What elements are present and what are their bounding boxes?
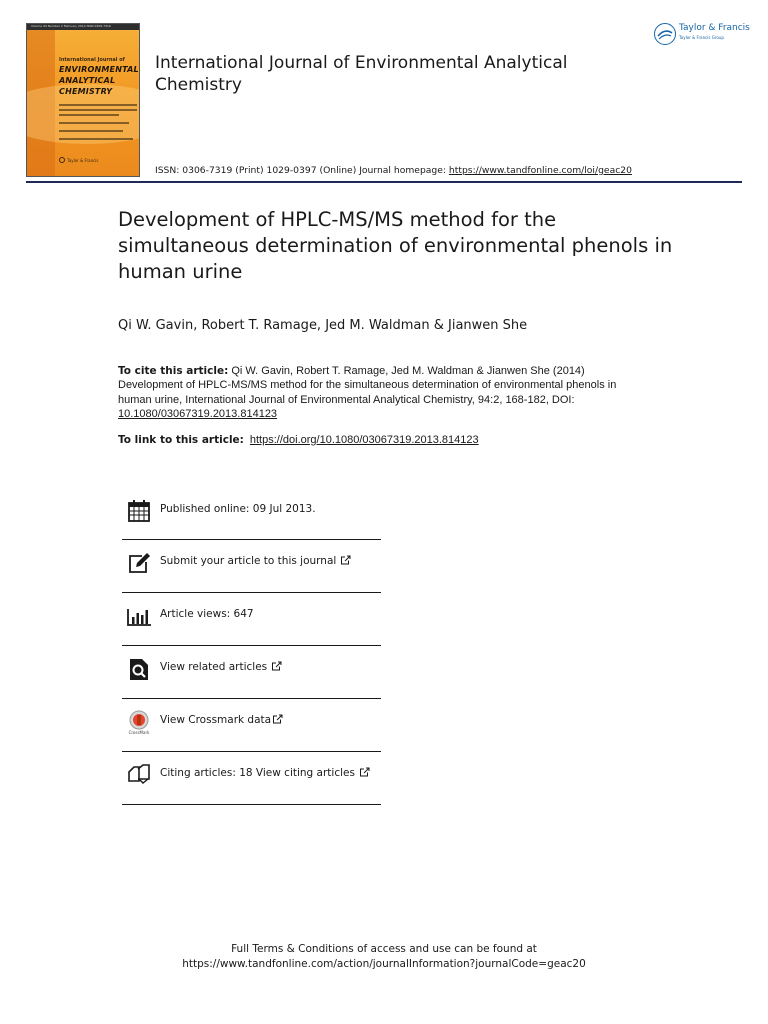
header-divider	[26, 181, 742, 183]
info-row-related[interactable]	[122, 646, 381, 699]
published-date-text: Published online: 09 Jul 2013.	[160, 503, 316, 515]
external-link-icon	[271, 661, 282, 671]
cover-text-line	[59, 138, 133, 140]
terms-url[interactable]: https://www.tandfonline.com/action/journalInformation?journalCode=geac20	[182, 958, 586, 970]
citing-articles-link[interactable]	[160, 767, 370, 779]
bar-chart-icon	[126, 603, 152, 629]
crossmark-caption: CrossMark	[128, 730, 150, 735]
cover-intl-label: International Journal of	[59, 57, 125, 63]
info-row-published	[122, 488, 381, 540]
citing-articles-icon	[126, 762, 152, 788]
external-link-icon	[340, 555, 351, 565]
crossmark-icon	[126, 709, 152, 735]
citation-block	[118, 364, 638, 422]
article-info-list	[122, 488, 381, 805]
cover-title-line-1: ENVIRONMENTAL	[59, 65, 139, 74]
cover-text-line	[59, 122, 129, 124]
journal-title: International Journal of Environmental Analytical Chemistry	[155, 53, 568, 95]
publisher-group: Taylor & Francis Group	[679, 35, 724, 40]
issn-line	[155, 165, 632, 176]
cover-publisher-dot	[59, 157, 65, 163]
crossmark-label: View Crossmark data	[160, 714, 272, 726]
crossmark-link[interactable]	[160, 714, 283, 726]
related-articles-label: View related articles	[160, 661, 268, 673]
issn-text: ISSN: 0306-7319 (Print) 1029-0397 (Online) Journal homepage:	[155, 165, 449, 176]
related-search-icon	[126, 656, 152, 682]
info-row-submit[interactable]	[122, 540, 381, 593]
article-views-text: Article views: 647	[160, 608, 254, 620]
info-row-crossmark[interactable]	[122, 699, 381, 752]
edit-icon	[126, 550, 152, 576]
citation-text: Qi W. Gavin, Robert T. Ramage, Jed M. Waldman & Jianwen She (2014) Development of HPLC-MS/MS method for the simultaneous determination of environmental phenols in human urine, International Journal of Environmental Analytical Chemistry, 94:2, 168-182, DOI:	[118, 365, 617, 406]
external-link-icon	[272, 714, 283, 724]
related-articles-link[interactable]	[160, 661, 282, 673]
cover-publisher-text: Taylor & Francis	[67, 158, 99, 163]
publisher-logo	[654, 22, 754, 48]
info-row-citing[interactable]	[122, 752, 381, 805]
terms-line: Full Terms & Conditions of access and use can be found at	[231, 943, 537, 955]
article-doi-url[interactable]: https://doi.org/10.1080/03067319.2013.814123	[249, 434, 479, 446]
cover-text-line	[59, 109, 137, 111]
terms-footer	[0, 942, 768, 972]
citation-doi-link[interactable]: 10.1080/03067319.2013.814123	[118, 408, 278, 421]
cover-title-line-3: CHEMISTRY	[59, 87, 113, 96]
publisher-name: Taylor & Francis	[679, 23, 750, 33]
cover-text-line	[59, 130, 123, 132]
article-link-line	[118, 434, 479, 446]
cover-strip-text: Volume 94 Number 2 February 2014 ISSN 0306-7319	[31, 24, 111, 28]
cover-title-line-2: ANALYTICAL	[59, 76, 116, 85]
citation-label: To cite this article:	[118, 365, 229, 377]
cover-text-line	[59, 114, 119, 116]
journal-homepage-link[interactable]: https://www.tandfonline.com/loi/geac20	[448, 165, 632, 176]
publisher-logo-icon	[654, 23, 676, 45]
external-link-icon	[359, 767, 370, 777]
cover-text-line	[59, 104, 137, 106]
citing-articles-label: Citing articles: 18 View citing articles	[160, 767, 355, 779]
submit-article-link[interactable]	[160, 555, 351, 567]
journal-cover-image	[26, 23, 140, 177]
calendar-icon	[126, 498, 152, 524]
article-title: Development of HPLC-MS/MS method for the simultaneous determination of environmental phenols in human urine	[118, 208, 673, 283]
info-row-views	[122, 593, 381, 646]
article-link-label: To link to this article:	[118, 434, 244, 446]
submit-article-label: Submit your article to this journal	[160, 555, 337, 567]
article-authors: Qi W. Gavin, Robert T. Ramage, Jed M. Waldman & Jianwen She	[118, 318, 528, 333]
